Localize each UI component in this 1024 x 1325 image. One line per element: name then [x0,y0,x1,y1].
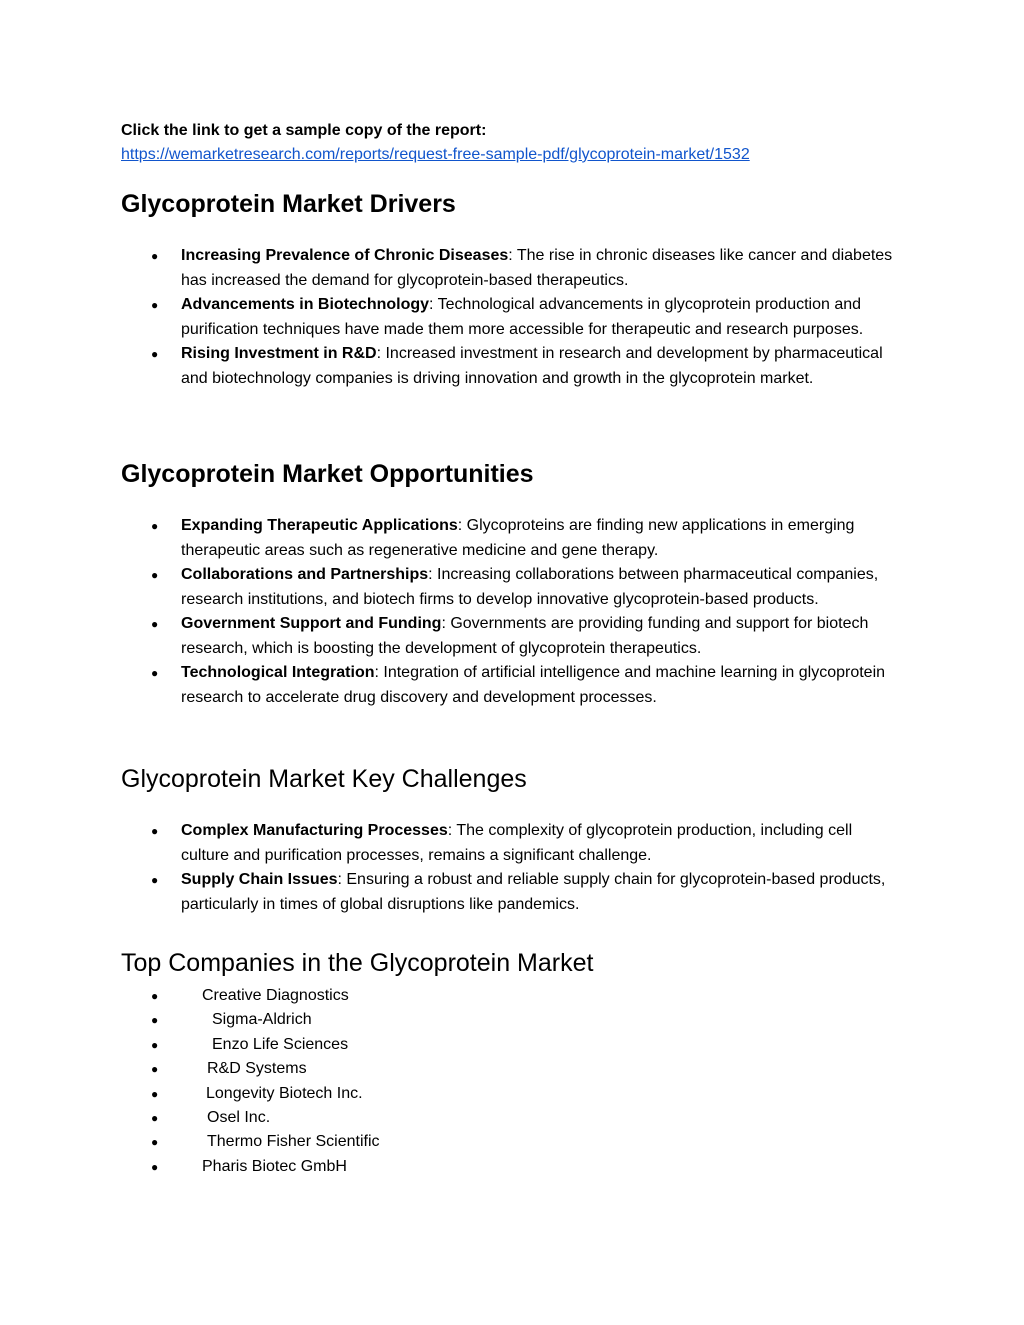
sample-request-link[interactable]: https://wemarketresearch.com/reports/request-free-sample-pdf/glycoprotein-market/1532 [121,146,750,163]
list-item [121,612,901,661]
list-item [121,563,901,612]
item-title: Collaborations and Partnerships [181,566,429,583]
company-name: Thermo Fisher Scientific [207,1133,380,1151]
bullet-icon: ● [151,1086,159,1101]
bullet-icon: ● [151,873,159,887]
company-name: R&D Systems [207,1060,307,1078]
opportunities-list [121,514,921,710]
bullet-icon: ● [151,666,159,680]
list-item [121,984,921,1008]
drivers-section [121,189,921,391]
bullet-icon: ● [151,989,159,1003]
challenges-list [121,819,921,917]
bullet-icon: ● [151,1110,159,1125]
list-item [121,514,901,563]
bullet-icon: ● [151,568,159,582]
item-title: Technological Integration [181,664,375,681]
bullet-icon: ● [151,1062,159,1077]
item-text: : The complexity of glycoprotein production, including cell culture and purification processes, remains a significant challenge. [181,822,853,864]
company-name: Longevity Biotech Inc. [206,1084,363,1102]
company-name: Pharis Biotec GmbH [202,1157,347,1175]
company-name: Osel Inc. [207,1108,271,1126]
item-text: : Increasing collaborations between pharmaceutical companies, research institutions, and biotech firms to develop innovative glycoprotein-based products. [181,566,879,608]
item-title: Government Support and Funding [181,615,442,632]
item-text: : Glycoproteins are finding new applications in emerging therapeutic areas such as regenerative medicine and gene therapy. [181,517,855,559]
bullet-icon: ● [151,298,159,312]
bullet-icon: ● [151,1135,159,1150]
list-item [121,868,901,917]
bullet-icon: ● [151,347,159,361]
opportunities-section [121,459,921,710]
bullet-icon: ● [151,1159,159,1174]
item-title: Supply Chain Issues [181,871,338,888]
list-item [121,819,901,868]
item-title: Complex Manufacturing Processes [181,822,448,839]
item-text: : Technological advancements in glycoprotein production and purification techniques have made them more accessible for therapeutic and research purposes. [181,296,864,338]
companies-list [121,984,921,1179]
list-item [121,1082,921,1106]
drivers-heading: Glycoprotein Market Drivers [121,190,456,218]
item-title: Increasing Prevalence of Chronic Diseases [181,247,509,264]
drivers-list [121,244,921,391]
item-text: : Ensuring a robust and reliable supply chain for glycoprotein-based products, particularly in times of global disruptions like pandemics. [181,871,886,913]
bullet-icon: ● [151,1037,159,1052]
opportunities-heading: Glycoprotein Market Opportunities [121,460,534,488]
list-item [121,244,901,293]
sample-request-block [121,120,921,168]
challenges-section [121,764,921,917]
list-item [121,1008,921,1032]
company-name: Creative Diagnostics [202,987,349,1004]
companies-section [121,948,921,1179]
item-title: Expanding Therapeutic Applications [181,517,458,534]
bullet-icon: ● [151,249,159,263]
list-item [121,1155,921,1179]
bullet-icon: ● [151,617,159,631]
list-item [121,1130,921,1154]
bullet-icon: ● [151,824,159,838]
companies-heading: Top Companies in the Glycoprotein Market [121,949,594,977]
list-item [121,661,901,710]
list-item [121,1057,921,1081]
item-text: : Increased investment in research and development by pharmaceutical and biotechnology companies is driving innovation and growth in the glycoprotein market. [181,345,883,387]
list-item [121,293,901,342]
bullet-icon: ● [151,1013,159,1028]
item-text: : Integration of artificial intelligence and machine learning in glycoprotein research to accelerate drug discovery and development processes. [181,664,886,706]
sample-request-label: Click the link to get a sample copy of the report: [121,122,487,139]
item-text: : The rise in chronic diseases like cancer and diabetes has increased the demand for glycoprotein-based therapeutics. [181,247,893,289]
company-name: Enzo Life Sciences [212,1035,349,1053]
list-item [121,1033,921,1057]
company-name: Sigma-Aldrich [212,1011,312,1029]
list-item [121,1106,921,1130]
list-item [121,342,901,391]
bullet-icon: ● [151,519,159,533]
item-title: Advancements in Biotechnology [181,296,430,313]
challenges-heading: Glycoprotein Market Key Challenges [121,765,527,793]
item-title: Rising Investment in R&D [181,345,377,362]
item-text: : Governments are providing funding and support for biotech research, which is boosting the development of glycoprotein therapeutics. [181,615,869,657]
